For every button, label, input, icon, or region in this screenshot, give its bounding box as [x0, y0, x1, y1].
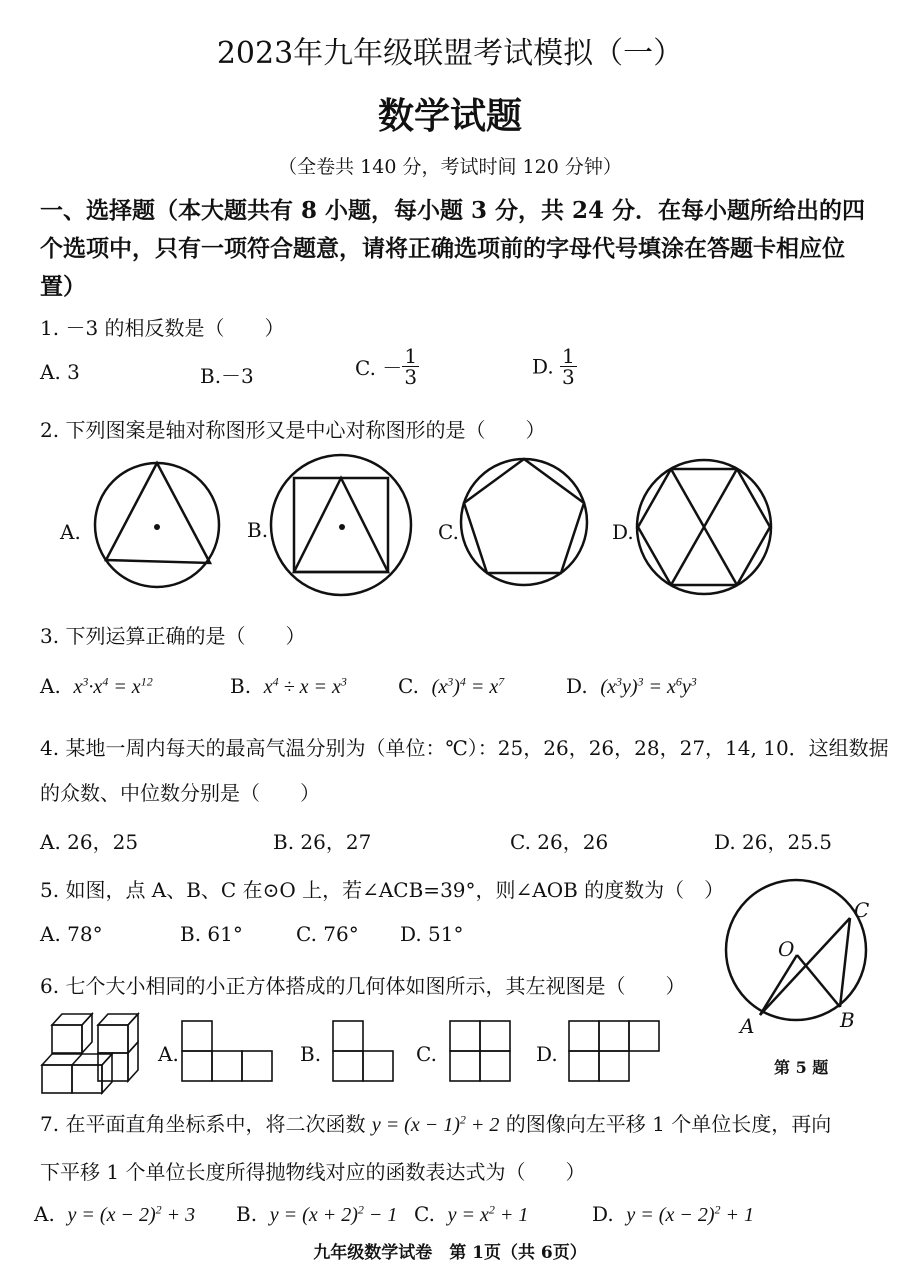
- q1-stem: 1. －3 的相反数是（ ）: [40, 316, 285, 340]
- q6-option-b-figure: [333, 1021, 393, 1081]
- q3-option-a: [40, 674, 153, 699]
- q7-b-label: B.: [236, 1202, 258, 1226]
- q6-label-c: C.: [416, 1042, 437, 1066]
- q7-a-expression: $y = (x - 2)^2 + 3$: [67, 1202, 196, 1226]
- q2-label-b: B.: [247, 518, 269, 542]
- q5-figure-caption: 第 5 题: [774, 1058, 829, 1077]
- q3-c-label: C.: [398, 674, 419, 698]
- center-dot: [154, 524, 160, 530]
- fraction-numerator: 1: [404, 344, 418, 368]
- q5-option-d: D. 51°: [400, 922, 464, 946]
- q2-label-c: C.: [438, 520, 459, 544]
- section-heading: 一、选择题（本大题共有 8 小题，每小题 3 分，共 24 分．在每小题所给出的四个选项中，只有一项符合题意，请将正确选项前的字母代号填涂在答题卡相应位置）: [40, 197, 866, 300]
- q2-figure-d: [637, 460, 771, 594]
- q3-a-label: A.: [40, 674, 61, 698]
- q1-option-c-prefix: C. －: [355, 356, 403, 380]
- q5-figure: [726, 880, 866, 1020]
- q3-c-expression: $(x^3)^4 = x^7$: [431, 674, 505, 698]
- q4-stem-line2: 的众数、中位数分别是（ ）: [40, 781, 320, 805]
- q7-function-expression: $y = (x - 1)^2 + 2$: [371, 1112, 500, 1136]
- q7-c-expression: $y = x^2 + 1$: [447, 1202, 529, 1226]
- q7-c-label: C.: [414, 1202, 435, 1226]
- q2-figure-b: [271, 455, 411, 595]
- q7-d-expression: $y = (x - 2)^2 + 1$: [626, 1202, 754, 1226]
- q3-option-b: [230, 674, 347, 699]
- fraction-numerator: 1: [562, 344, 575, 368]
- q4-option-a: A. 26，25: [40, 830, 139, 854]
- q2-figure-a: [95, 463, 219, 587]
- q7-option-b: [236, 1202, 397, 1227]
- q5-option-c: C. 76°: [296, 922, 359, 946]
- q7-stem-post: 的图像向左平移 1 个单位长度，再向: [505, 1112, 832, 1136]
- q7-b-expression: $y = (x + 2)^2 - 1$: [269, 1202, 398, 1226]
- q7-stem-pre: 7. 在平面直角坐标系中，将二次函数: [40, 1112, 366, 1136]
- q7-option-c: [414, 1202, 528, 1227]
- q3-b-expression: $x^4 \div x = x^3$: [263, 674, 347, 698]
- q1-option-a: A. 3: [40, 360, 80, 384]
- q6-label-b: B.: [300, 1042, 322, 1066]
- q1-option-d-prefix: D.: [532, 354, 554, 379]
- q1-option-b: B.－3: [200, 364, 254, 388]
- fraction-denominator: 3: [562, 365, 575, 389]
- q5-option-b: B. 61°: [180, 922, 243, 946]
- exam-title: 2023年九年级联盟考试模拟（一）: [216, 36, 684, 71]
- q7-option-d: [592, 1202, 754, 1227]
- q7-stem-line2: 下平移 1 个单位长度所得抛物线对应的函数表达式为（ ）: [40, 1160, 586, 1184]
- q2-label-d: D.: [612, 520, 634, 544]
- center-dot: [339, 524, 345, 530]
- q6-label-d: D.: [536, 1042, 558, 1066]
- q7-a-label: A.: [34, 1202, 55, 1226]
- fraction-denominator: 3: [404, 365, 418, 389]
- q6-solid-figure: [42, 1014, 138, 1093]
- q6-label-a: A.: [158, 1042, 179, 1066]
- q2-label-a: A.: [60, 520, 81, 544]
- exam-note: （全卷共 140 分，考试时间 120 分钟）: [278, 156, 622, 178]
- q6-option-a-figure: [182, 1021, 272, 1081]
- q4-stem-line1: 4. 某地一周内每天的最高气温分别为（单位：℃）：25，26，26，28，27，14, 10．这组数据: [40, 736, 889, 760]
- q3-b-label: B.: [230, 674, 252, 698]
- q4-option-d: D. 26，25.5: [714, 830, 833, 854]
- q3-option-d: [566, 674, 697, 699]
- q5-point-o: O: [778, 937, 795, 961]
- q3-d-expression: $(x^3y)^3 = x^6y^3$: [600, 674, 697, 698]
- q5-point-b: B: [840, 1008, 855, 1032]
- q2-figure-c: [461, 459, 587, 585]
- q2-stem: 2. 下列图案是轴对称图形又是中心对称图形的是（ ）: [40, 418, 546, 442]
- q6-option-c-figure: [450, 1021, 510, 1081]
- q7-d-label: D.: [592, 1202, 614, 1226]
- q5-option-a: A. 78°: [40, 922, 103, 946]
- q3-stem: 3. 下列运算正确的是（ ）: [40, 624, 306, 648]
- q7-option-a: [34, 1202, 195, 1227]
- q5-point-c: C: [854, 898, 870, 922]
- q5-stem: 5. 如图，点 A、B、C 在⊙O 上，若∠ACB=39°，则∠AOB 的度数为（ ）: [40, 878, 725, 902]
- subject-title: 数学试题: [377, 95, 522, 137]
- q3-a-expression: $x^3\cdot x^4 = x^{12}$: [73, 674, 153, 698]
- q6-stem: 6. 七个大小相同的小正方体搭成的几何体如图所示，其左视图是（ ）: [40, 974, 686, 998]
- q4-option-b: B. 26，27: [273, 830, 372, 854]
- q7-stem-line1: [40, 1108, 831, 1137]
- q3-option-c: [398, 674, 504, 699]
- q5-point-a: A: [740, 1014, 755, 1038]
- q4-option-c: C. 26，26: [510, 830, 609, 854]
- q6-option-d-figure: [569, 1021, 659, 1081]
- q3-d-label: D.: [566, 674, 588, 698]
- page-footer: 九年级数学试卷 第 1页（共 6页）: [313, 1243, 587, 1263]
